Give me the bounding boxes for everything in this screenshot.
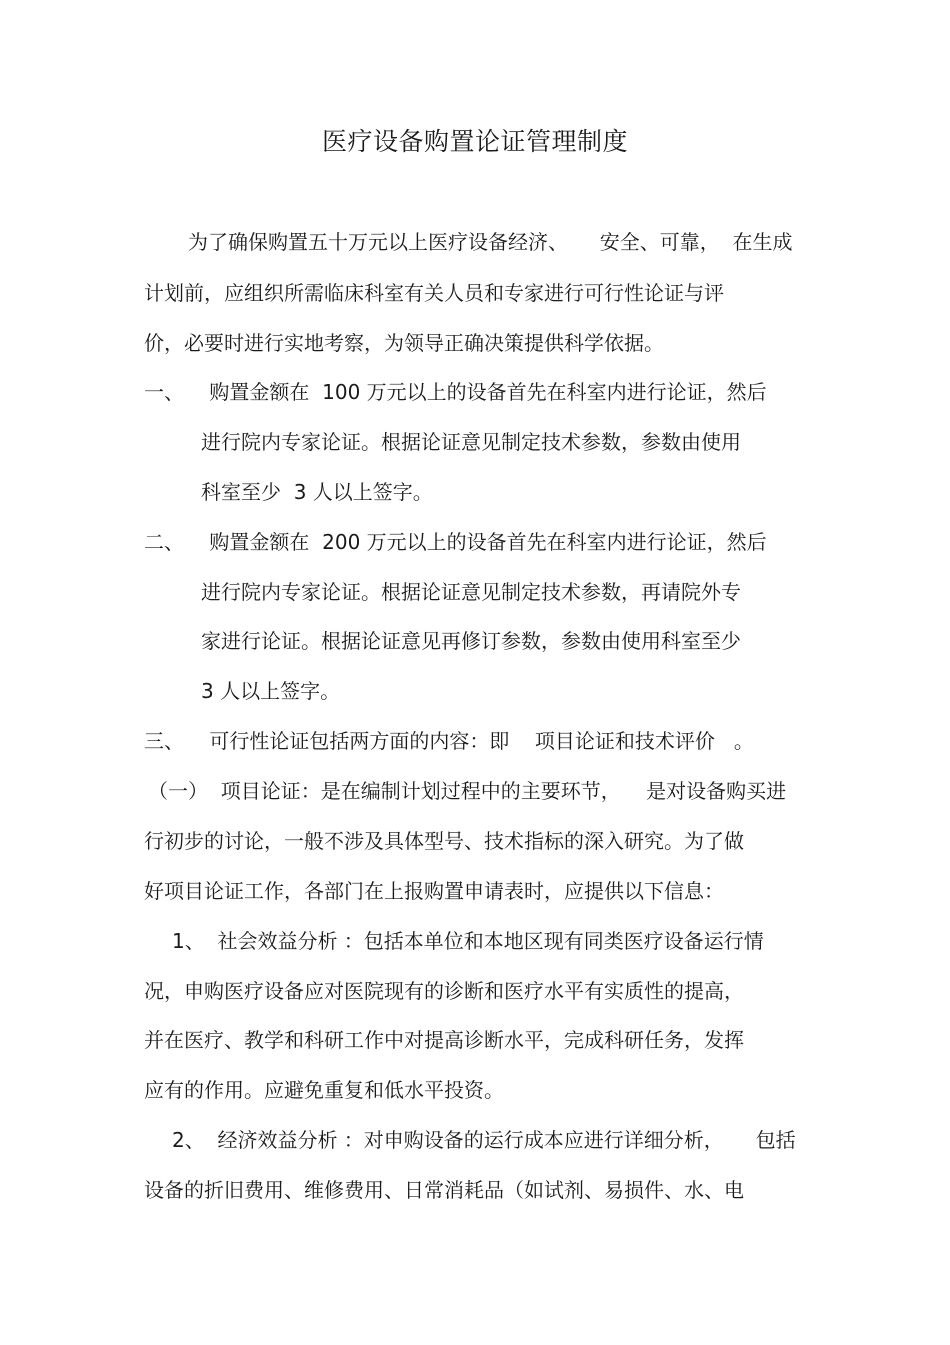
paragraph-line: 应有的作用。应避免重复和低水平投资。: [144, 1078, 504, 1102]
list-item-line: 二、 购置金额在 200 万元以上的设备首先在科室内进行论证，然后: [144, 530, 767, 554]
paragraph-line: 况，申购医疗设备应对医院现有的诊断和医疗水平有实质性的提高，: [144, 979, 744, 1003]
paragraph-line: 1、 社会效益分析 ：包括本单位和本地区现有同类医疗设备运行情: [172, 929, 764, 953]
list-item-line: 三、 可行性论证包括两方面的内容：即 项目论证和技术评价 。: [144, 729, 754, 753]
paragraph-line: 行初步的讨论，一般不涉及具体型号、技术指标的深入研究。为了做: [144, 829, 744, 853]
paragraph-line: 为了确保购置五十万元以上医疗设备经济、 安全、可靠， 在生成: [188, 230, 793, 254]
list-item-line: 科室至少 3 人以上签字。: [201, 480, 433, 504]
paragraph-line: 好项目论证工作，各部门在上报购置申请表时，应提供以下信息：: [144, 879, 724, 903]
paragraph-line: （一） 项目论证：是在编制计划过程中的主要环节， 是对设备购买进: [148, 779, 787, 803]
list-item-line: 3 人以上签字。: [201, 679, 341, 703]
list-item-line: 家进行论证。根据论证意见再修订参数，参数由使用科室至少: [201, 629, 741, 653]
paragraph-line: 2、 经济效益分析 ：对申购设备的运行成本应进行详细分析， 包括: [172, 1128, 796, 1152]
document-title: 医疗设备购置论证管理制度: [321, 127, 628, 156]
list-item-line: 进行院内专家论证。根据论证意见制定技术参数，再请院外专: [201, 580, 741, 604]
paragraph-line: 并在医疗、教学和科研工作中对提高诊断水平，完成科研任务，发挥: [144, 1028, 744, 1052]
list-item-line: 进行院内专家论证。根据论证意见制定技术参数，参数由使用: [201, 430, 741, 454]
paragraph-line: 价，必要时进行实地考察，为领导正确决策提供科学依据。: [144, 331, 664, 355]
list-item-line: 一、 购置金额在 100 万元以上的设备首先在科室内进行论证，然后: [144, 380, 767, 404]
paragraph-line: 设备的折旧费用、维修费用、日常消耗品（如试剂、易损件、水、电: [144, 1178, 744, 1202]
paragraph-line: 计划前，应组织所需临床科室有关人员和专家进行可行性论证与评: [144, 281, 724, 305]
